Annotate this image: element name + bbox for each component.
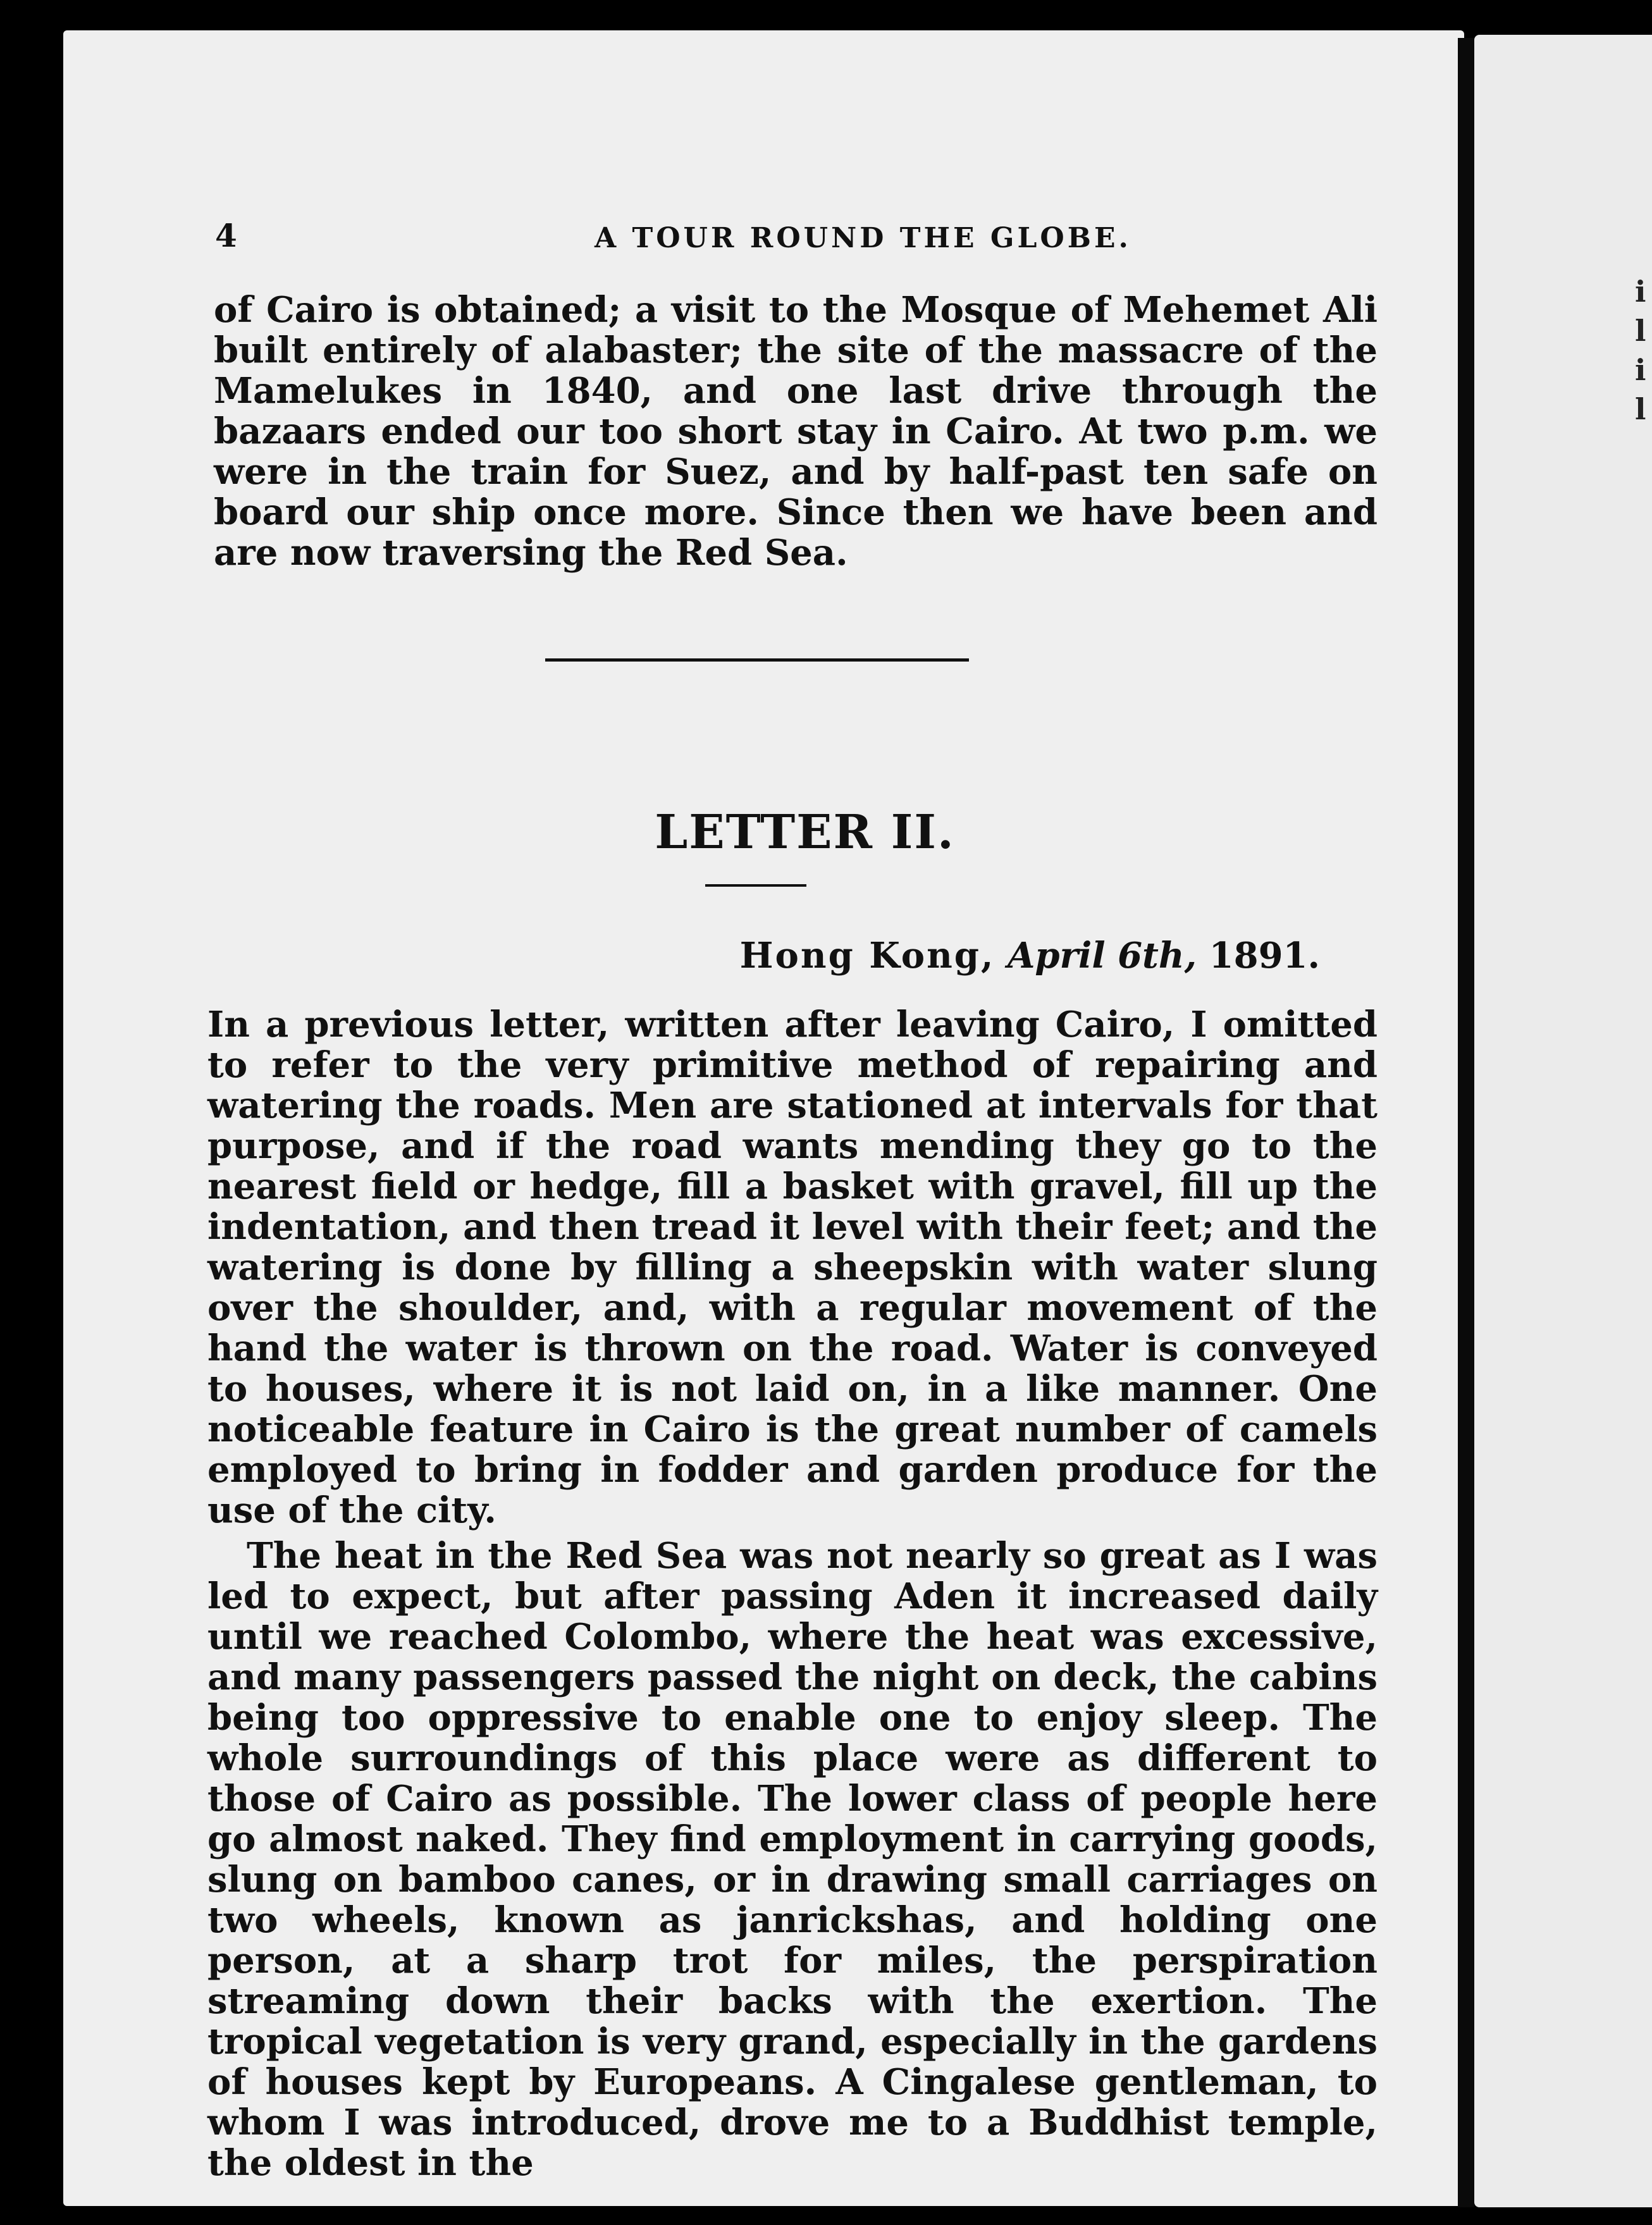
body-paragraph-2: The heat in the Red Sea was not nearly so great as I was led to expect, but after passing Aden it increased daily until we reached Colombo, where the heat was excessive, and many passengers passed the night on deck, the cabins being too oppressive to enable one to enjoy sleep. The whole surroundings of this place were as different to those of Cairo as possible. The lower class of people here go almost naked. They find employment in carrying goods, slung on bamboo canes, or in drawing small carriages on two wheels, known as janrickshas, and holding one person, at a sharp trot for miles, the perspiration streaming down their backs with the exertion. The tropical vegetation is very grand, especially in the gardens of houses kept by Europeans. A Cingalese gentleman, to whom I was introduced, drove me to a Buddhist temple, the oldest in the: [207, 1535, 1378, 2184]
continued-paragraph: of Cairo is obtained; a visit to the Mosque of Mehemet Ali built entirely of alabaster; the site of the massacre of the Mamelukes in 1840, and one last drive through the bazaars ended our too short stay in Cairo. At two p.m. we were in the train for Suez, and by half-past ten safe on board our ship once more. Since then we have been and are now traversing the Red Sea.: [214, 289, 1378, 574]
dateline-year: 1891.: [1209, 935, 1320, 977]
book-page: [63, 30, 1464, 2206]
dateline-place: Hong Kong,: [739, 935, 996, 977]
page-number: 4: [215, 217, 240, 254]
facing-fragment: l: [1635, 392, 1646, 426]
facing-fragment: i: [1635, 353, 1646, 387]
running-title: A TOUR ROUND THE GLOBE.: [595, 222, 1131, 254]
dateline-date: April 6th,: [1007, 935, 1197, 977]
body-paragraph-1: In a previous letter, written after leaving Cairo, I omitted to refer to the very primitive method of repairing and watering the roads. Men are stationed at intervals for that purpose, and if the road wants mending they go to the nearest field or hedge, fill a basket with gravel, fill up the indentation, and then tread it level with their feet; and the watering is done by filling a sheepskin with water slung over the shoulder, and, with a regular movement of the hand the water is thrown on the road. Water is conveyed to houses, where it is not laid on, in a like manner. One noticeable feature in Cairo is the great number of camels employed to bring in fodder and garden produce for the use of the city.: [207, 1004, 1378, 1531]
facing-fragment: i: [1635, 274, 1646, 309]
letter-body: [207, 1004, 1378, 2183]
section-divider: [545, 658, 969, 662]
facing-page-text: [1635, 272, 1652, 429]
dateline: [740, 935, 1320, 977]
facing-fragment: l: [1635, 314, 1646, 348]
heading-rule: [705, 884, 806, 887]
book-spine: [1458, 38, 1474, 2207]
letter-heading: LETTER II.: [655, 805, 955, 860]
facing-page-edge: [1474, 35, 1652, 2207]
